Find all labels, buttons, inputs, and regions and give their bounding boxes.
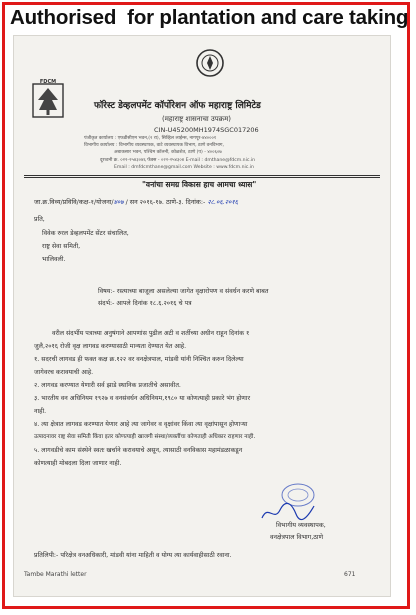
address-line: दूरध्वनी क्र. ०२२-२५४३०४६ फॅक्स - ०२२-२५४३०४ E-mail : dmthane@fdcm.nic.in	[100, 158, 256, 163]
subject-line: विषय:- रस्त्याच्या बाजूला असलेल्या जागेत वृक्षारोपण व संवर्धन करणे बाबत	[98, 288, 269, 295]
logo-left-text: FDCM	[39, 79, 57, 85]
signature-icon	[258, 500, 318, 524]
paragraph-line: १. सदरची लागवड ही फक्त कक्ष क्र.१२२ वर वनक्षेत्रपाल, मांडवी यांनी निश्चित करुन दिलेल्या	[34, 356, 244, 363]
reference-date: २८.०६.२०१६	[207, 198, 238, 206]
signatory-office: वनक्षेत्रपाल विभाग,ठाणे	[270, 534, 324, 541]
address-line: विभागीय कार्यालय : विभागीय व्यवस्थापक, वाटे व्यवस्थापक विभाग, ठाणे वनविभाग,	[84, 143, 224, 148]
paragraph-line: ५. लागवडीचे काम संस्थेने स्वतः खर्चाने करावयाचे असून, त्यासाठी वनविकास महामंडळाकडून	[34, 447, 243, 454]
footer-page-number: 671	[344, 571, 356, 578]
address-line: Email : dmfdcmthane@gmail.com Website : www.fdcm.nic.in	[114, 165, 254, 170]
signatory-title: विभागीय व्यवस्थापक,	[276, 522, 326, 529]
address-line: पंजीकृत कार्यालय : एफडीसीएम भवन,(२ रा), सिव्हिल लाईन्स, नागपूर-४४०००१	[84, 136, 217, 141]
reference-line	[34, 199, 238, 205]
copy-to-text: परिक्षेत्र वनअधिकारी, मांडवी यांना माहिती व योग्य त्या कार्यवाहीसाठी रवाना.	[60, 552, 232, 559]
address-line: अबाकसार भवन, पश्चिम कॉलनी, कोळशेत, ठाणे (प) - ४००६०७	[114, 150, 222, 155]
paragraph-line: ३. भारतीय वन अधिनियम १९२७ व वनसंवर्धन अधिनियम,१९८० या कोणत्याही प्रकारे भंग होणार	[34, 395, 251, 402]
paragraph-line: २. लागवड करण्यात येणारी सर्व झाडे स्थानिक प्रजातीचे असावीत.	[34, 382, 181, 389]
company-name: फॉरेस्ट डेव्हलपमेंट कॉर्पोरेशन ऑफ महाराष्ट्र लिमिटेड	[94, 101, 261, 111]
paragraph-line: जुलै,२०१६ रोजी वृक्ष लागवड करण्यासाठी मान्यता देण्यात येत आहे.	[34, 343, 187, 350]
subject-reference: संदर्भ:- आपले दिनांक १८.६.२०१६ चे पत्र	[98, 300, 192, 307]
recipient-line: भालिवली.	[42, 256, 66, 263]
paragraph-line: वरील संदर्भीय पत्राच्या अनुषंगाने आपणांस पुढील अटी व शर्तीच्या अधीन राहून दिनांक १	[52, 330, 250, 337]
tagline: "वनांचा समग्र विकास हाच आमचा ध्यास"	[142, 180, 257, 189]
footer-left: Tambe Marathi letter	[24, 571, 87, 578]
reference-prefix: जा.क्र.विव्य/प्रविवि/कक्ष-१/योजना/	[34, 198, 114, 206]
reference-year: / सन २०१६-१७. ठाणे-३. दिनांक:-	[125, 198, 206, 206]
recipient-line: विवेक रुरल डेव्हलपमेंट सेंटर संचालित,	[42, 230, 129, 237]
paragraph-line: जागेवरच करावयाची आहे.	[34, 369, 94, 376]
paragraph-line: नाही.	[34, 408, 47, 415]
divider	[24, 175, 380, 176]
fdcm-logo-icon	[32, 78, 64, 118]
paragraph-line: ४. त्या क्षेत्रात लागवड करण्यात येणार आहे त्या जागेवर व वृक्षांवर किंवा त्या वृक्षांपासून होणाऱ्या	[34, 421, 248, 428]
paragraph-line: कोणत्याही मोबदला दिला जाणार नाही.	[34, 460, 122, 467]
recipient-line: राष्ट्र सेवा समिती,	[42, 243, 81, 250]
cin-number: CIN-U45200MH1974SGC017206	[154, 126, 259, 134]
salutation: प्रति,	[34, 216, 45, 223]
paragraph-line: उत्पादनावर राष्ट्र सेवा समिती किंवा इतर कोणत्याही खाजगी संस्था/व्यक्तींचा कोणताही अधिकार राहणार नाही.	[34, 434, 256, 440]
copy-to-line	[34, 553, 232, 559]
company-subtitle: (महाराष्ट्र शासनाचा उपक्रम)	[162, 115, 232, 123]
divider	[24, 177, 380, 178]
copy-to-label: प्रतिलिपी:-	[34, 552, 59, 559]
emblem-seal-icon	[195, 48, 225, 78]
page-caption: Authorised for plantation and care taking	[10, 6, 409, 29]
reference-number: ४०७	[113, 198, 124, 206]
scanned-letter	[14, 36, 390, 596]
